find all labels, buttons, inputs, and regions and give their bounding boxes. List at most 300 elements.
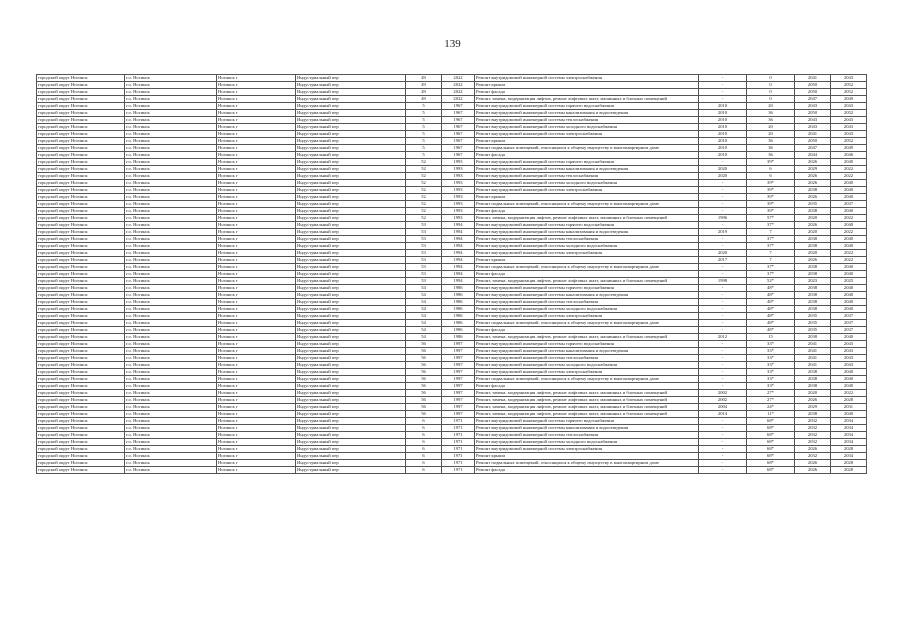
- cell-locality: Ногинск г: [217, 313, 296, 320]
- cell-work-type: Ремонт внутридомовой инженерной системы канализования и водоотведения: [475, 425, 699, 432]
- cell-district: городской округ Ногинск: [37, 110, 125, 117]
- cell-settlement: г.о. Ногинск: [125, 278, 217, 285]
- cell-house: 52: [406, 173, 442, 180]
- cell-locality: Ногинск г: [217, 201, 296, 208]
- cell-work-type: Ремонт подвальных помещений, относящихся к общему имуществу в многоквартирном доме: [475, 320, 699, 327]
- table-row: [37, 369, 867, 376]
- cell-cost-ratio: 6: [747, 173, 795, 180]
- cell-start-year: 2032: [795, 425, 831, 432]
- cell-cost-ratio: 68*: [747, 418, 795, 425]
- cell-cost-ratio: 37*: [747, 243, 795, 250]
- cell-street: Индустриальный пер: [296, 418, 406, 425]
- cell-plan-year: -: [699, 369, 747, 376]
- table-row: [37, 215, 867, 222]
- cell-locality: Ногинск г: [217, 145, 296, 152]
- cell-house: 5: [406, 152, 442, 159]
- cell-street: Индустриальный пер: [296, 383, 406, 390]
- cell-built-year: 1997: [442, 411, 475, 418]
- cell-district: городской округ Ногинск: [37, 124, 125, 131]
- cell-work-type: Ремонт подвальных помещений, относящихся к общему имуществу в многоквартирном доме: [475, 264, 699, 271]
- cell-plan-year: -: [699, 327, 747, 334]
- cell-end-year: 2040: [831, 194, 867, 201]
- cell-street: Индустриальный пер: [296, 194, 406, 201]
- cell-built-year: 1967: [442, 145, 475, 152]
- cell-cost-ratio: 20: [747, 131, 795, 138]
- table-row: [37, 257, 867, 264]
- cell-settlement: г.о. Ногинск: [125, 201, 217, 208]
- cell-start-year: 2038: [795, 369, 831, 376]
- cell-street: Индустриальный пер: [296, 313, 406, 320]
- cell-end-year: 2040: [831, 180, 867, 187]
- cell-settlement: г.о. Ногинск: [125, 467, 217, 474]
- cell-cost-ratio: 57*: [747, 215, 795, 222]
- cell-cost-ratio: 24*: [747, 404, 795, 411]
- cell-house: 52: [406, 215, 442, 222]
- cell-work-type: Ремонт подвальных помещений, относящихся к общему имуществу в многоквартирном доме: [475, 460, 699, 467]
- cell-district: городской округ Ногинск: [37, 306, 125, 313]
- cell-district: городской округ Ногинск: [37, 103, 125, 110]
- cell-work-type: Ремонт крыши: [475, 138, 699, 145]
- cell-work-type: Ремонт внутридомовой инженерной системы канализования и водоотведения: [475, 166, 699, 173]
- cell-built-year: 1993: [442, 187, 475, 194]
- cell-locality: Ногинск г: [217, 222, 296, 229]
- cell-plan-year: 2002: [699, 390, 747, 397]
- cell-house: 53: [406, 243, 442, 250]
- cell-plan-year: 2010: [699, 117, 747, 124]
- cell-street: Индустриальный пер: [296, 425, 406, 432]
- cell-locality: Ногинск г: [217, 271, 296, 278]
- cell-cost-ratio: 33*: [747, 369, 795, 376]
- cell-built-year: 1993: [442, 166, 475, 173]
- cell-built-year: 1994: [442, 278, 475, 285]
- cell-locality: Ногинск г: [217, 110, 296, 117]
- cell-locality: Ногинск г: [217, 159, 296, 166]
- cell-house: 6: [406, 418, 442, 425]
- cell-work-type: Ремонт подвальных помещений, относящихся к общему имуществу в многоквартирном доме: [475, 201, 699, 208]
- cell-settlement: г.о. Ногинск: [125, 222, 217, 229]
- cell-street: Индустриальный пер: [296, 334, 406, 341]
- cell-street: Индустриальный пер: [296, 432, 406, 439]
- cell-end-year: 2034: [831, 453, 867, 460]
- cell-settlement: г.о. Ногинск: [125, 89, 217, 96]
- cell-built-year: 1993: [442, 208, 475, 215]
- cell-plan-year: 1998: [699, 278, 747, 285]
- cell-plan-year: -: [699, 187, 747, 194]
- cell-work-type: Ремонт внутридомовой инженерной системы теплоснабжения: [475, 117, 699, 124]
- cell-house: 54: [406, 334, 442, 341]
- table-row: [37, 138, 867, 145]
- cell-plan-year: -: [699, 446, 747, 453]
- cell-house: 52: [406, 180, 442, 187]
- cell-locality: Ногинск г: [217, 208, 296, 215]
- table-row: [37, 236, 867, 243]
- cell-built-year: 1994: [442, 264, 475, 271]
- cell-work-type: Ремонт фасада: [475, 271, 699, 278]
- cell-house: 53: [406, 236, 442, 243]
- cell-end-year: 2043: [831, 103, 867, 110]
- cell-end-year: 2043: [831, 75, 867, 82]
- cell-locality: Ногинск г: [217, 124, 296, 131]
- cell-work-type: Ремонт фасада: [475, 208, 699, 215]
- cell-settlement: г.о. Ногинск: [125, 180, 217, 187]
- cell-start-year: 2035: [795, 327, 831, 334]
- cell-cost-ratio: 15: [747, 334, 795, 341]
- cell-work-type: Ремонт, замена, модернизация лифтов, ремонт лифтовых шахт, машинных и блочных помещений: [475, 334, 699, 341]
- cell-settlement: г.о. Ногинск: [125, 334, 217, 341]
- cell-start-year: 2038: [795, 187, 831, 194]
- cell-house: 56: [406, 383, 442, 390]
- cell-built-year: 2022: [442, 82, 475, 89]
- cell-district: городской округ Ногинск: [37, 208, 125, 215]
- cell-end-year: 2028: [831, 460, 867, 467]
- cell-house: 56: [406, 397, 442, 404]
- cell-street: Индустриальный пер: [296, 236, 406, 243]
- cell-locality: Ногинск г: [217, 278, 296, 285]
- cell-street: Индустриальный пер: [296, 243, 406, 250]
- cell-district: городской округ Ногинск: [37, 194, 125, 201]
- cell-settlement: г.о. Ногинск: [125, 187, 217, 194]
- cell-settlement: г.о. Ногинск: [125, 264, 217, 271]
- cell-cost-ratio: 68*: [747, 439, 795, 446]
- cell-built-year: 1971: [442, 439, 475, 446]
- cell-start-year: 2026: [795, 159, 831, 166]
- cell-start-year: 2050: [795, 89, 831, 96]
- table-row: [37, 327, 867, 334]
- cell-street: Индустриальный пер: [296, 124, 406, 131]
- cell-settlement: г.о. Ногинск: [125, 243, 217, 250]
- cell-street: Индустриальный пер: [296, 103, 406, 110]
- cell-work-type: Ремонт внутридомовой инженерной системы холодного водоснабжения: [475, 124, 699, 131]
- cell-house: 54: [406, 306, 442, 313]
- cell-district: городской округ Ногинск: [37, 222, 125, 229]
- cell-street: Индустриальный пер: [296, 82, 406, 89]
- cell-start-year: 2043: [795, 124, 831, 131]
- cell-house: 54: [406, 292, 442, 299]
- cell-house: 54: [406, 285, 442, 292]
- cell-start-year: 2043: [795, 117, 831, 124]
- cell-plan-year: 2010: [699, 152, 747, 159]
- cell-work-type: Ремонт подвальных помещений, относящихся к общему имуществу в многоквартирном доме: [475, 376, 699, 383]
- table-row: [37, 397, 867, 404]
- cell-start-year: 2026: [795, 257, 831, 264]
- cell-built-year: 1993: [442, 194, 475, 201]
- table-row: [37, 446, 867, 453]
- cell-street: Индустриальный пер: [296, 75, 406, 82]
- cell-house: 56: [406, 390, 442, 397]
- cell-end-year: 2022: [831, 229, 867, 236]
- cell-end-year: 2034: [831, 418, 867, 425]
- cell-house: 49: [406, 96, 442, 103]
- cell-start-year: 2020: [795, 390, 831, 397]
- table-row: [37, 152, 867, 159]
- cell-house: 56: [406, 362, 442, 369]
- cell-locality: Ногинск г: [217, 418, 296, 425]
- cell-cost-ratio: 0: [747, 82, 795, 89]
- cell-work-type: Ремонт, замена, модернизация лифтов, ремонт лифтовых шахт, машинных и блочных помещений: [475, 278, 699, 285]
- cell-work-type: Ремонт фасада: [475, 327, 699, 334]
- cell-locality: Ногинск г: [217, 446, 296, 453]
- table-row: [37, 166, 867, 173]
- cell-locality: Ногинск г: [217, 411, 296, 418]
- cell-end-year: 2043: [831, 341, 867, 348]
- cell-built-year: 1971: [442, 453, 475, 460]
- cell-built-year: 1967: [442, 152, 475, 159]
- cell-start-year: 2026: [795, 467, 831, 474]
- cell-end-year: 2052: [831, 89, 867, 96]
- cell-start-year: 2050: [795, 82, 831, 89]
- cell-cost-ratio: 0: [747, 89, 795, 96]
- cell-settlement: г.о. Ногинск: [125, 320, 217, 327]
- cell-work-type: Ремонт, замена, модернизация лифтов, ремонт лифтовых шахт, машинных и блочных помещений: [475, 390, 699, 397]
- table-body: [37, 75, 867, 474]
- cell-work-type: Ремонт фасада: [475, 383, 699, 390]
- cell-house: 5: [406, 138, 442, 145]
- cell-built-year: 1994: [442, 257, 475, 264]
- cell-plan-year: -: [699, 306, 747, 313]
- cell-settlement: г.о. Ногинск: [125, 124, 217, 131]
- cell-built-year: 1994: [442, 229, 475, 236]
- cell-street: Индустриальный пер: [296, 397, 406, 404]
- cell-settlement: г.о. Ногинск: [125, 194, 217, 201]
- cell-built-year: 1967: [442, 117, 475, 124]
- cell-settlement: г.о. Ногинск: [125, 110, 217, 117]
- cell-district: городской округ Ногинск: [37, 173, 125, 180]
- cell-end-year: 2043: [831, 362, 867, 369]
- cell-settlement: г.о. Ногинск: [125, 131, 217, 138]
- cell-plan-year: 2020: [699, 173, 747, 180]
- cell-district: городской округ Ногинск: [37, 236, 125, 243]
- cell-end-year: 2040: [831, 271, 867, 278]
- cell-work-type: Ремонт внутридомовой инженерной системы теплоснабжения: [475, 173, 699, 180]
- cell-built-year: 2022: [442, 75, 475, 82]
- cell-locality: Ногинск г: [217, 376, 296, 383]
- cell-house: 6: [406, 453, 442, 460]
- cell-end-year: 2052: [831, 82, 867, 89]
- table-row: [37, 355, 867, 362]
- table-row: [37, 306, 867, 313]
- cell-locality: Ногинск г: [217, 292, 296, 299]
- cell-district: городской округ Ногинск: [37, 362, 125, 369]
- cell-cost-ratio: 39*: [747, 194, 795, 201]
- cell-plan-year: -: [699, 89, 747, 96]
- cell-end-year: 2043: [831, 131, 867, 138]
- cell-work-type: Ремонт крыши: [475, 257, 699, 264]
- cell-plan-year: 2020: [699, 166, 747, 173]
- cell-settlement: г.о. Ногинск: [125, 299, 217, 306]
- table-row: [37, 271, 867, 278]
- cell-district: городской округ Ногинск: [37, 355, 125, 362]
- table-row: [37, 173, 867, 180]
- cell-district: городской округ Ногинск: [37, 425, 125, 432]
- cell-locality: Ногинск г: [217, 117, 296, 124]
- cell-plan-year: 2012: [699, 334, 747, 341]
- cell-street: Индустриальный пер: [296, 201, 406, 208]
- cell-work-type: Ремонт внутридомовой инженерной системы холодного водоснабжения: [475, 180, 699, 187]
- cell-locality: Ногинск г: [217, 390, 296, 397]
- table-row: [37, 383, 867, 390]
- cell-end-year: 2040: [831, 187, 867, 194]
- cell-cost-ratio: 39*: [747, 159, 795, 166]
- cell-start-year: 2020: [795, 229, 831, 236]
- cell-locality: Ногинск г: [217, 306, 296, 313]
- cell-settlement: г.о. Ногинск: [125, 432, 217, 439]
- cell-built-year: 1994: [442, 243, 475, 250]
- cell-start-year: 2038: [795, 383, 831, 390]
- cell-cost-ratio: 27*: [747, 390, 795, 397]
- cell-work-type: Ремонт внутридомовой инженерной системы электроснабжения: [475, 250, 699, 257]
- cell-house: 53: [406, 264, 442, 271]
- cell-locality: Ногинск г: [217, 341, 296, 348]
- cell-locality: Ногинск г: [217, 285, 296, 292]
- cell-settlement: г.о. Ногинск: [125, 446, 217, 453]
- cell-settlement: г.о. Ногинск: [125, 292, 217, 299]
- cell-district: городской округ Ногинск: [37, 467, 125, 474]
- cell-locality: Ногинск г: [217, 96, 296, 103]
- cell-house: 6: [406, 446, 442, 453]
- cell-cost-ratio: 0: [747, 96, 795, 103]
- cell-work-type: Ремонт, замена, модернизация лифтов, ремонт лифтовых шахт, машинных и блочных помещений: [475, 215, 699, 222]
- cell-start-year: 2032: [795, 453, 831, 460]
- table-row: [37, 145, 867, 152]
- cell-house: 56: [406, 348, 442, 355]
- cell-work-type: Ремонт внутридомовой инженерной системы холодного водоснабжения: [475, 362, 699, 369]
- cell-settlement: г.о. Ногинск: [125, 75, 217, 82]
- cell-street: Индустриальный пер: [296, 96, 406, 103]
- table-row: [37, 250, 867, 257]
- cell-start-year: 2020: [795, 215, 831, 222]
- cell-house: 53: [406, 229, 442, 236]
- cell-district: городской округ Ногинск: [37, 117, 125, 124]
- cell-end-year: 2040: [831, 243, 867, 250]
- cell-built-year: 1997: [442, 404, 475, 411]
- cell-end-year: 2031: [831, 404, 867, 411]
- cell-street: Индустриальный пер: [296, 215, 406, 222]
- cell-cost-ratio: 39*: [747, 187, 795, 194]
- cell-house: 56: [406, 404, 442, 411]
- cell-house: 5: [406, 117, 442, 124]
- cell-work-type: Ремонт внутридомовой инженерной системы горячего водоснабжения: [475, 341, 699, 348]
- cell-start-year: 2035: [795, 313, 831, 320]
- cell-plan-year: 2020: [699, 250, 747, 257]
- cell-district: городской округ Ногинск: [37, 82, 125, 89]
- cell-settlement: г.о. Ногинск: [125, 460, 217, 467]
- cell-plan-year: 1996: [699, 215, 747, 222]
- table-row: [37, 285, 867, 292]
- cell-settlement: г.о. Ногинск: [125, 411, 217, 418]
- cell-end-year: 2052: [831, 110, 867, 117]
- cell-work-type: Ремонт внутридомовой инженерной системы холодного водоснабжения: [475, 243, 699, 250]
- cell-plan-year: -: [699, 453, 747, 460]
- cell-plan-year: -: [699, 194, 747, 201]
- cell-plan-year: -: [699, 208, 747, 215]
- cell-district: городской округ Ногинск: [37, 327, 125, 334]
- cell-work-type: Ремонт внутридомовой инженерной системы канализования и водоотведения: [475, 110, 699, 117]
- cell-plan-year: -: [699, 313, 747, 320]
- cell-plan-year: 2017: [699, 257, 747, 264]
- cell-end-year: 2034: [831, 439, 867, 446]
- cell-end-year: 2043: [831, 117, 867, 124]
- cell-locality: Ногинск г: [217, 404, 296, 411]
- cell-cost-ratio: 36: [747, 138, 795, 145]
- cell-house: 54: [406, 327, 442, 334]
- cell-street: Индустриальный пер: [296, 355, 406, 362]
- cell-work-type: Ремонт фасада: [475, 152, 699, 159]
- table-row: [37, 467, 867, 474]
- cell-district: городской округ Ногинск: [37, 439, 125, 446]
- cell-street: Индустриальный пер: [296, 271, 406, 278]
- cell-cost-ratio: 0: [747, 75, 795, 82]
- table-row: [37, 362, 867, 369]
- cell-end-year: 2040: [831, 159, 867, 166]
- cell-settlement: г.о. Ногинск: [125, 397, 217, 404]
- cell-built-year: 1986: [442, 334, 475, 341]
- cell-plan-year: 2010: [699, 138, 747, 145]
- cell-work-type: Ремонт внутридомовой инженерной системы электроснабжения: [475, 75, 699, 82]
- cell-locality: Ногинск г: [217, 173, 296, 180]
- cell-locality: Ногинск г: [217, 397, 296, 404]
- cell-start-year: 2050: [795, 110, 831, 117]
- cell-street: Индустриальный пер: [296, 306, 406, 313]
- table-row: [37, 439, 867, 446]
- cell-cost-ratio: 39*: [747, 180, 795, 187]
- cell-settlement: г.о. Ногинск: [125, 159, 217, 166]
- cell-locality: Ногинск г: [217, 348, 296, 355]
- cell-district: городской округ Ногинск: [37, 411, 125, 418]
- cell-district: городской округ Ногинск: [37, 75, 125, 82]
- cell-locality: Ногинск г: [217, 236, 296, 243]
- cell-plan-year: -: [699, 222, 747, 229]
- table-row: [37, 404, 867, 411]
- table-row: [37, 390, 867, 397]
- cell-start-year: 2047: [795, 145, 831, 152]
- table-row: [37, 334, 867, 341]
- cell-locality: Ногинск г: [217, 453, 296, 460]
- cell-locality: Ногинск г: [217, 180, 296, 187]
- cell-settlement: г.о. Ногинск: [125, 341, 217, 348]
- cell-start-year: 2038: [795, 411, 831, 418]
- cell-street: Индустриальный пер: [296, 152, 406, 159]
- cell-settlement: г.о. Ногинск: [125, 236, 217, 243]
- cell-street: Индустриальный пер: [296, 404, 406, 411]
- cell-end-year: 2040: [831, 369, 867, 376]
- cell-house: 53: [406, 257, 442, 264]
- cell-plan-year: 2010: [699, 145, 747, 152]
- cell-district: городской округ Ногинск: [37, 159, 125, 166]
- cell-street: Индустриальный пер: [296, 376, 406, 383]
- cell-settlement: г.о. Ногинск: [125, 369, 217, 376]
- cell-locality: Ногинск г: [217, 439, 296, 446]
- cell-locality: Ногинск г: [217, 264, 296, 271]
- cell-start-year: 2047: [795, 96, 831, 103]
- cell-street: Индустриальный пер: [296, 390, 406, 397]
- cell-work-type: Ремонт внутридомовой инженерной системы холодного водоснабжения: [475, 439, 699, 446]
- cell-house: 6: [406, 432, 442, 439]
- cell-settlement: г.о. Ногинск: [125, 229, 217, 236]
- cell-start-year: 2026: [795, 180, 831, 187]
- cell-end-year: 2022: [831, 390, 867, 397]
- cell-start-year: 2026: [795, 446, 831, 453]
- cell-built-year: 1993: [442, 180, 475, 187]
- cell-cost-ratio: 39*: [747, 201, 795, 208]
- cell-end-year: 2028: [831, 446, 867, 453]
- cell-end-year: 2046: [831, 152, 867, 159]
- cell-end-year: 2022: [831, 257, 867, 264]
- cell-cost-ratio: 7: [747, 250, 795, 257]
- cell-locality: Ногинск г: [217, 460, 296, 467]
- cell-end-year: 2043: [831, 124, 867, 131]
- table-row: [37, 264, 867, 271]
- table-row: [37, 103, 867, 110]
